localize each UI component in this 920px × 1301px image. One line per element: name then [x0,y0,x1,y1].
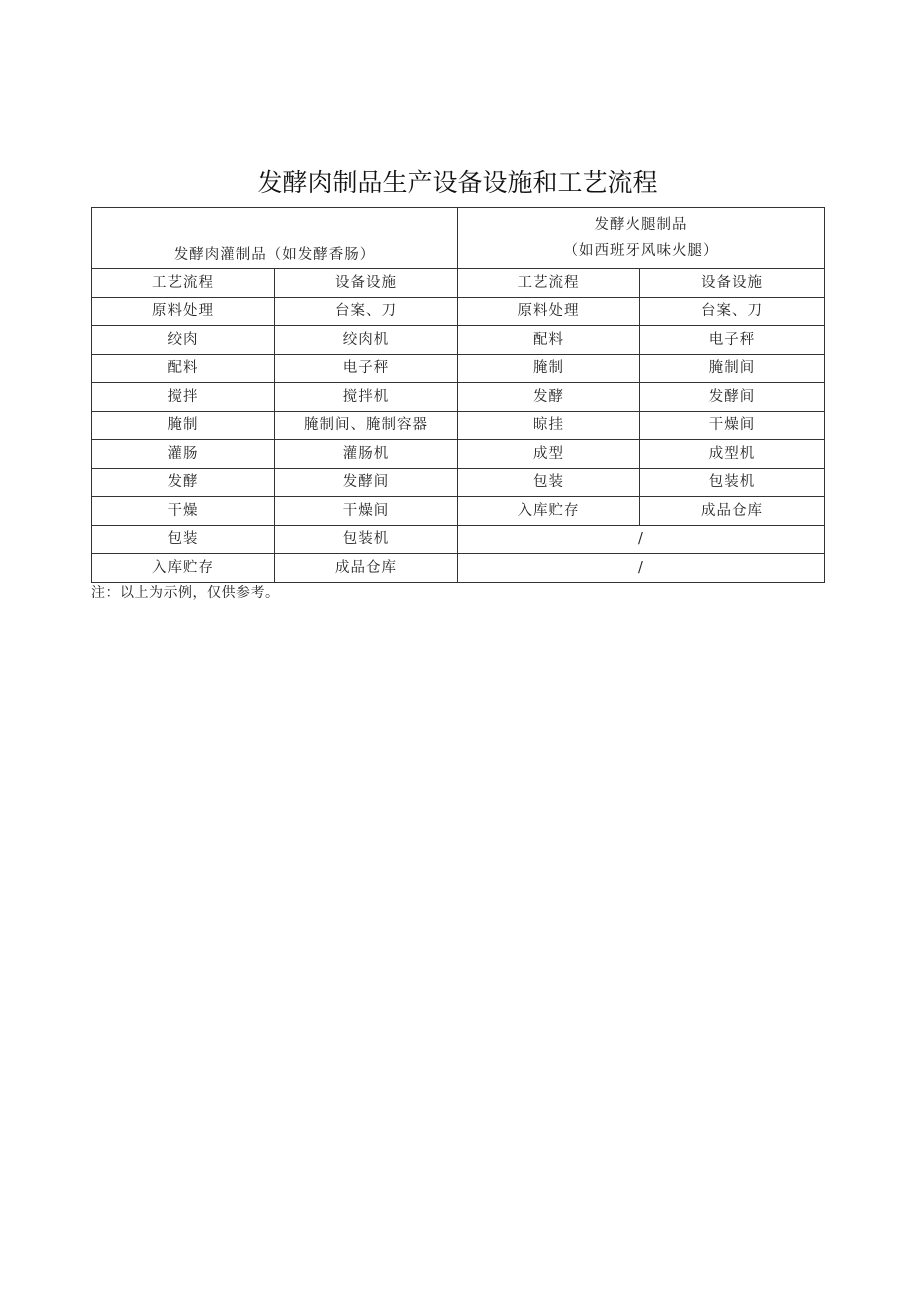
table-cell: 腌制间、腌制容器 [275,411,458,440]
process-equipment-table [91,207,825,583]
table-cell: 发酵 [458,383,640,412]
table-cell: 包装 [458,468,640,497]
table-cell: 发酵间 [640,383,825,412]
table-cell: 腌制 [92,411,275,440]
footnote: 注：以上为示例，仅供参考。 [91,585,280,601]
empty-marker-cell: / [458,554,825,583]
column-header-row [92,269,825,298]
table-cell: 台案、刀 [275,297,458,326]
table-cell: 入库贮存 [458,497,640,526]
table-cell: 搅拌机 [275,383,458,412]
table-cell: 成型机 [640,440,825,469]
table-row [92,326,825,355]
table-cell: 搅拌 [92,383,275,412]
table-cell: 成品仓库 [640,497,825,526]
column-header-equipment-right: 设备设施 [640,269,825,298]
table-cell: 晾挂 [458,411,640,440]
table-cell: 绞肉机 [275,326,458,355]
column-header-equipment-left: 设备设施 [275,269,458,298]
table-cell: 原料处理 [458,297,640,326]
table-cell: 成型 [458,440,640,469]
group-header-ham-line2: （如西班牙风味火腿） [563,243,719,259]
table-cell: 电子秤 [275,354,458,383]
table-cell: 干燥间 [640,411,825,440]
table-row [92,354,825,383]
table-row [92,554,825,583]
column-header-process-right: 工艺流程 [458,269,640,298]
group-header-sausage: 发酵肉灌制品（如发酵香肠） [92,208,458,269]
table-cell: 灌肠机 [275,440,458,469]
table-cell: 干燥 [92,497,275,526]
table-cell: 成品仓库 [275,554,458,583]
document-title: 发酵肉制品生产设备设施和工艺流程 [257,168,658,197]
table-cell: 原料处理 [92,297,275,326]
table-row [92,497,825,526]
table-cell: 配料 [92,354,275,383]
group-header-ham [458,208,825,269]
table-row [92,468,825,497]
table-cell: 腌制 [458,354,640,383]
table-cell: 入库贮存 [92,554,275,583]
table-cell: 配料 [458,326,640,355]
table-cell: 包装机 [640,468,825,497]
group-header-row [92,208,825,269]
table-row [92,440,825,469]
empty-marker-cell: / [458,525,825,554]
table-cell: 发酵 [92,468,275,497]
table-cell: 包装 [92,525,275,554]
table-cell: 绞肉 [92,326,275,355]
table-row [92,297,825,326]
table-cell: 发酵间 [275,468,458,497]
table-cell: 台案、刀 [640,297,825,326]
table-cell: 电子秤 [640,326,825,355]
table-row [92,411,825,440]
table-cell: 干燥间 [275,497,458,526]
group-header-ham-line1: 发酵火腿制品 [594,217,688,233]
table-row [92,525,825,554]
table-cell: 包装机 [275,525,458,554]
table-row [92,383,825,412]
column-header-process-left: 工艺流程 [92,269,275,298]
table-cell: 腌制间 [640,354,825,383]
table-cell: 灌肠 [92,440,275,469]
